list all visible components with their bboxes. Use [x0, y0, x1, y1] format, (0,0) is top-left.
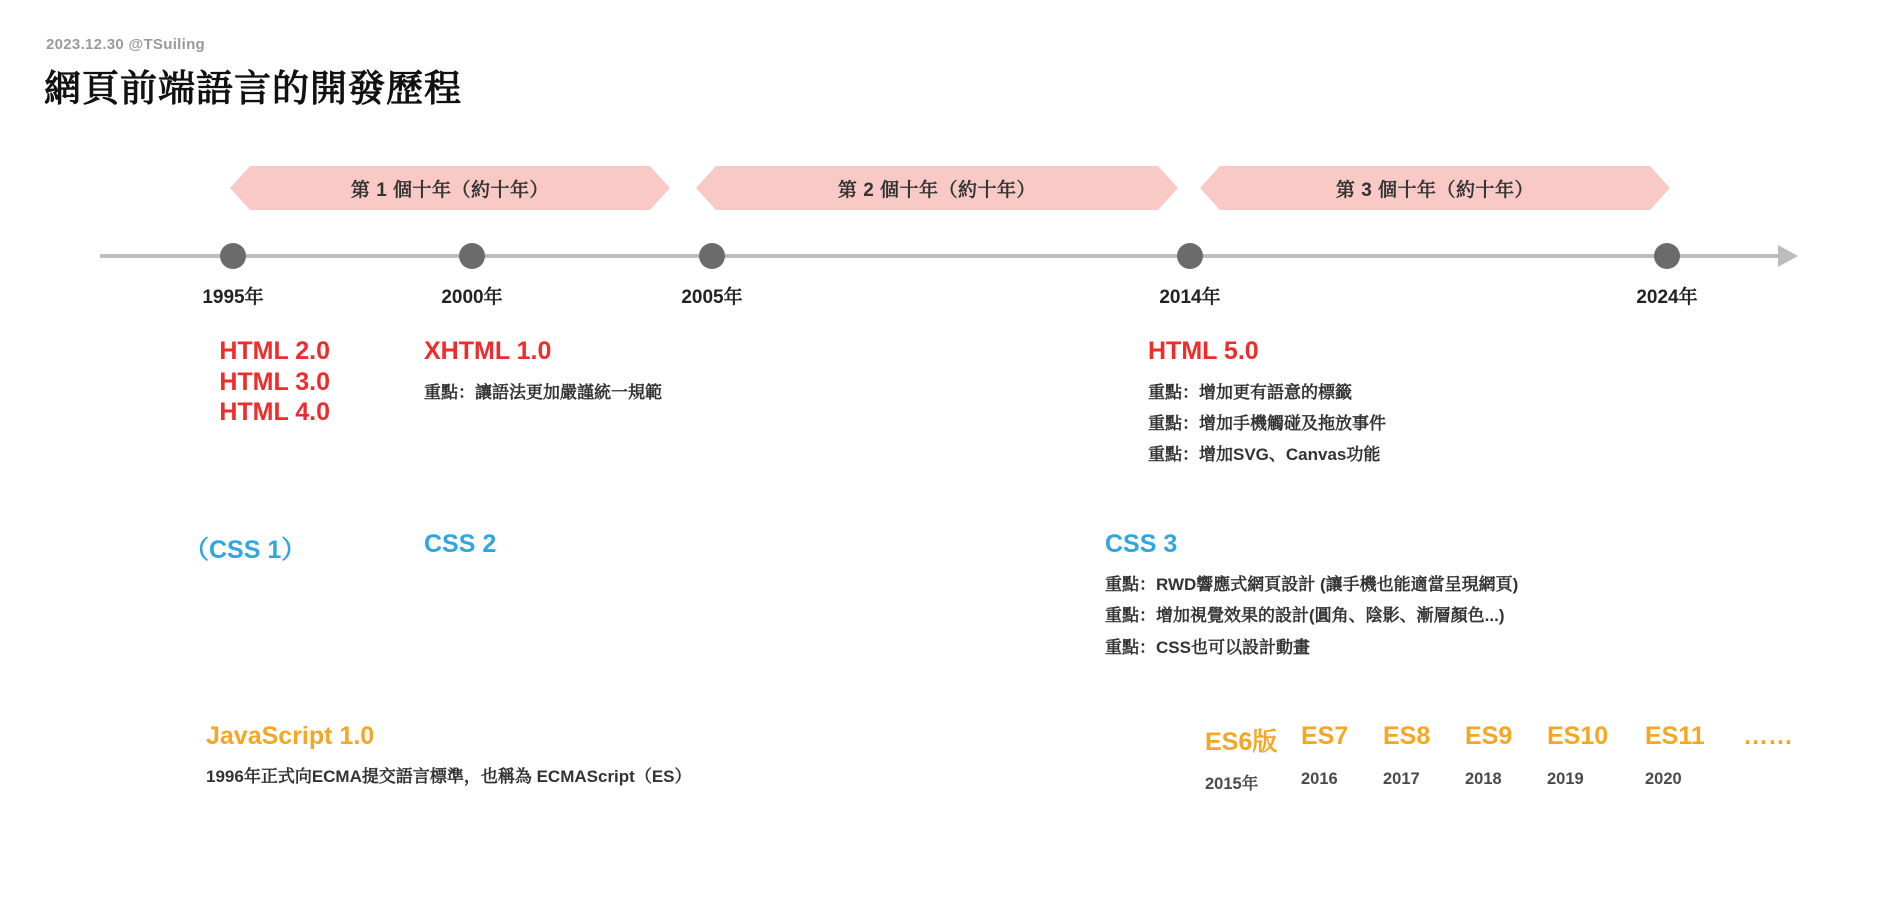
css2-group	[424, 530, 496, 559]
html-2-0-label: HTML 2.0	[219, 337, 330, 365]
css-2-label: CSS 2	[424, 530, 497, 558]
es7-label: ES7	[1301, 722, 1349, 750]
es-year-2017: 2017	[1383, 770, 1420, 788]
html-1995-group	[60, 336, 330, 428]
page-title: 網頁前端語言的開發歷程	[44, 68, 462, 109]
es-versions-row	[1205, 722, 1793, 758]
es-versions-group	[1205, 722, 1793, 794]
es6-label: ES6版	[1205, 728, 1278, 756]
es-years-row	[1205, 770, 1793, 794]
decade-banner-2-label: 第 2 個十年（約十年）	[837, 179, 1037, 201]
es8-label: ES8	[1383, 722, 1431, 750]
javascript-group	[206, 722, 692, 792]
html5-note-3: 重點：增加SVG、Canvas功能	[1148, 445, 1381, 465]
css3-group	[1105, 530, 1518, 663]
es9-label: ES9	[1465, 722, 1513, 750]
timeline-label-2024: 2024年	[1636, 287, 1698, 308]
timeline-dot-2000	[459, 243, 485, 269]
timeline-dot-1995	[220, 243, 246, 269]
css3-note-3: 重點：CSS也可以設計動畫	[1105, 637, 1310, 657]
xhtml-1-0-label: XHTML 1.0	[424, 337, 552, 365]
timeline-label-2014: 2014年	[1159, 287, 1221, 308]
timeline-arrow-icon	[1778, 245, 1798, 267]
timeline-dot-2005	[699, 243, 725, 269]
es10-label: ES10	[1547, 722, 1609, 750]
decade-banner-2	[716, 166, 1158, 210]
html5-group	[1148, 336, 1386, 471]
javascript-note: 1996年正式向ECMA提交語言標準，也稱為 ECMAScript（ES）	[206, 767, 692, 786]
decade-banner-3-label: 第 3 個十年（約十年）	[1335, 179, 1535, 201]
timeline-dot-2024	[1654, 243, 1680, 269]
es-year-2020: 2020	[1645, 770, 1682, 788]
es-ellipsis-label: ……	[1743, 722, 1793, 750]
es-year-2016: 2016	[1301, 770, 1338, 788]
es-year-2018: 2018	[1465, 770, 1502, 788]
timeline-axis	[100, 254, 1780, 258]
timeline-label-2005: 2005年	[681, 287, 743, 308]
decade-banner-3	[1220, 166, 1650, 210]
css-1-label: （CSS 1）	[184, 536, 307, 564]
css3-note-2: 重點：增加視覺效果的設計(圓角、陰影、漸層顏色...)	[1105, 606, 1505, 626]
javascript-1-0-label: JavaScript 1.0	[206, 722, 375, 750]
html5-note-2: 重點：增加手機觸碰及拖放事件	[1148, 413, 1386, 433]
css1-group	[184, 530, 306, 566]
html5-note-1: 重點：增加更有語意的標籤	[1148, 382, 1352, 402]
xhtml-note: 重點：讓語法更加嚴謹統一規範	[424, 382, 662, 402]
html-3-0-label: HTML 3.0	[219, 367, 330, 396]
timeline-label-2000: 2000年	[441, 287, 503, 308]
es11-label: ES11	[1645, 722, 1705, 750]
html-4-0-label: HTML 4.0	[219, 398, 330, 426]
css-3-label: CSS 3	[1105, 530, 1178, 558]
timeline-label-1995: 1995年	[202, 287, 264, 308]
timeline-dot-2014	[1177, 243, 1203, 269]
css3-note-1: 重點：RWD響應式網頁設計 (讓手機也能適當呈現網頁)	[1105, 575, 1519, 594]
decade-banner-1-label: 第 1 個十年（約十年）	[350, 179, 550, 201]
meta-date-author: 2023.12.30 @TSuiling	[46, 36, 206, 53]
es-year-2019: 2019	[1547, 770, 1584, 788]
xhtml-group	[424, 336, 662, 408]
es-year-2015: 2015年	[1205, 775, 1259, 793]
html-5-0-label: HTML 5.0	[1148, 337, 1259, 365]
decade-banner-1	[250, 166, 650, 210]
